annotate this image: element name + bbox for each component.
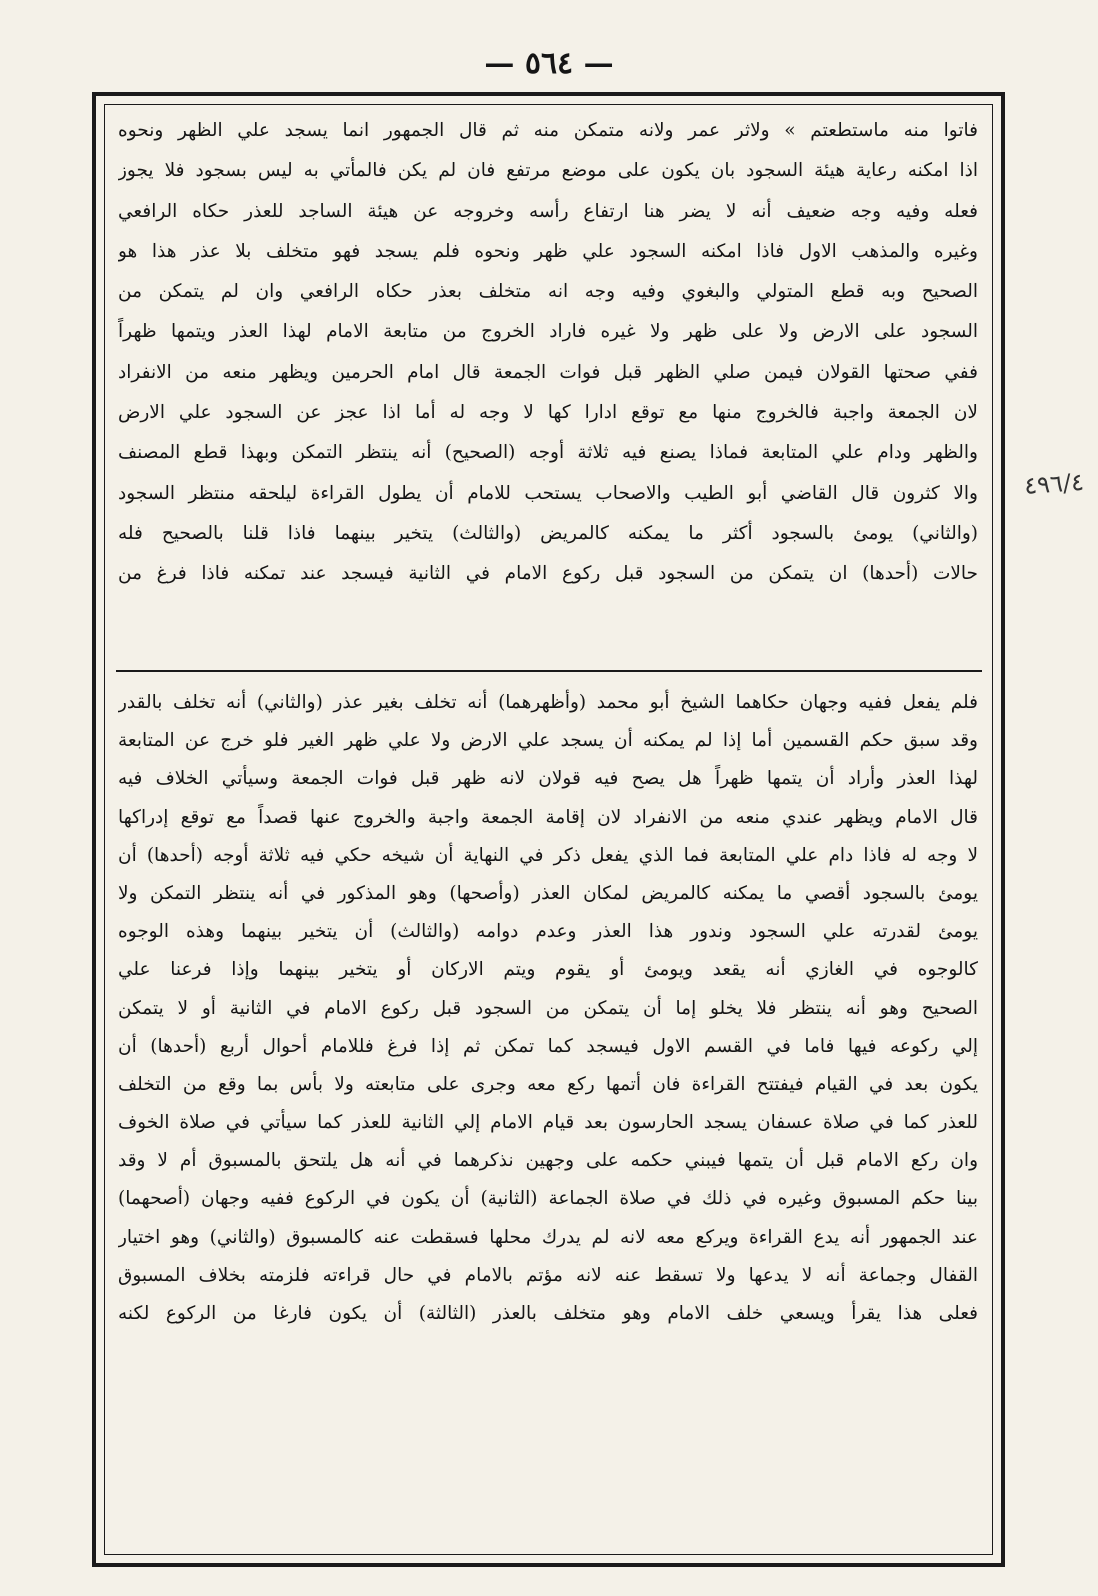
commentary-text-line: لهذا العذر وأراد أن يتمها ظهراً هل يصح فيه قولان لانه ظهر قبل فوات الجمعة وسيأتي الخلاف فيه	[118, 768, 978, 790]
commentary-text-line: لا وجه له فاذا دام علي المتابعة فما الذي يفعل ذكر في النهاية أن شيخه حكي فيه ثلاثة أوجه (أحدها) أن	[118, 844, 978, 866]
commentary-text-line: كالوجوه في الغازي أنه يقعد ويومئ أو يقوم ويتم الاركان أو يتخير بينهما وإذا فرعنا علي	[118, 959, 978, 981]
page-number: — ٥٦٤ —	[484, 46, 614, 81]
commentary-text-line: إلي ركوعه فيها فاما في القسم الاول فيسجد كما تمكن ثم إذا فرغ فللامام أحوال أربع (أحدها) أن	[118, 1035, 978, 1057]
main-text-line: حالات (أحدها) ان يتمكن من السجود قبل ركوع الامام في الثانية فيسجد عند تمكنه فاذا فرغ من	[118, 563, 978, 585]
main-text-line: ففي صحتها القولان فيمن صلي الظهر قبل فوات الجمعة قال امام الحرمين ويظهر منعه من الانفراد	[118, 361, 978, 383]
section-divider	[116, 670, 982, 672]
commentary-text-line: وقد سبق حكم القسمين أما إذا لم يمكنه أن يسجد علي الارض ولا علي ظهر الغير فلو خرج عن المتابعة	[118, 730, 978, 752]
main-text-line: وغيره والمذهب الاول فاذا امكنه السجود علي ظهر ونحوه فلم يسجد فهو متخلف بلا عذر هذا هو	[118, 240, 978, 262]
commentary-text-line: قال الامام ويظهر عندي منعه من الانفراد لان إقامة الجمعة واجبة والخروج عنها قصداً مع توقع إدراكها	[118, 806, 978, 828]
main-text-line: لان الجمعة واجبة فالخروج منها مع توقع ادارا كها لا وجه له أما اذا عجز عن السجود علي الارض	[118, 402, 978, 424]
main-text-line: (والثاني) يومئ بالسجود أكثر ما يمكنه كالمريض (والثالث) يتخير بينهما فاذا قلنا بالصحيح فله	[118, 522, 978, 544]
commentary-text-line: القفال وجماعة أنه لا يدعها ولا تسقط عنه لانه مؤتم بالامام في حال قراءته فلزمته بخلاف المسبوق	[118, 1264, 978, 1286]
main-text-line: والظهر ودام علي المتابعة فماذا يصنع فيه ثلاثة أوجه (الصحيح) أنه ينتظر التمكن وبهذا قطع المصنف	[118, 442, 978, 464]
commentary-text-line: عند الجمهور أنه يدع القراءة ويركع معه لانه لم يدرك محلها فسقطت عنه كالمسبوق (والثاني) وهو اختيار	[118, 1226, 978, 1248]
commentary-text-line: يومئ لقدرته علي السجود وندور هذا العذر وعدم دوامه (والثالث) أن يتخير بينهما وهذه الوجوه	[118, 921, 978, 943]
main-text-block	[118, 111, 978, 595]
margin-note: ٤٩٦/٤	[1023, 467, 1085, 501]
main-text-line: فاتوا منه ماستطعتم » ولاثر عمر ولانه متمكن منه ثم قال الجمهور انما يسجد علي الظهر ونحوه	[118, 120, 978, 141]
commentary-text-line: بينا حكم المسبوق وغيره في ذلك في صلاة الجماعة (الثانية) أن يكون في الركوع ففيه وجهان (أصحهما)	[118, 1188, 978, 1210]
commentary-text-line: الصحيح وهو أنه ينتظر فلا يخلو إما أن يتمكن من السجود قبل ركوع الامام في الثانية أو لا يتمكن	[118, 997, 978, 1019]
commentary-text-line: فعلى هذا يقرأ ويسعي خلف الامام وهو متخلف بالعذر (الثالثة) أن يكون فارغا من الركوع لكنه	[118, 1303, 978, 1324]
main-text-line: اذا امكنه رعاية هيئة السجود بان يكون على موضع مرتفع فان لم يكن فالمأتي به ليس بسجود فلا يجوز	[118, 160, 978, 182]
commentary-text-block	[118, 684, 978, 1333]
commentary-text-line: يكون بعد في القيام فيفتتح القراءة فان أتمها ركع معه وجرى على متابعته ولا بأس بما وقع من التخلف	[118, 1073, 978, 1095]
main-text-line: الصحيح وبه قطع المتولي والبغوي وفيه وجه انه متخلف بعذر حكاه الرافعي وان لم يتمكن من	[118, 281, 978, 303]
commentary-text-line: للعذر كما في صلاة عسفان يسجد الحارسون بعد قيام الامام إلي الثانية للعذر كما سيأتي في صلاة الخوف	[118, 1112, 978, 1134]
commentary-text-line: يومئ بالسجود أقصي ما يمكنه كالمريض لمكان العذر (وأصحها) وهو المذكور في أنه ينتظر التمكن ولا	[118, 882, 978, 904]
commentary-text-line: وان ركع الامام قبل أن يتمها فيبني حكمه على وجهين نذكرهما في أنه هل يلتحق بالمسبوق أم لا وقد	[118, 1150, 978, 1172]
main-text-line: السجود على الارض ولا على ظهر ولا غيره فاراد الخروج من متابعة الامام لهذا العذر ويتمها ظهراً	[118, 321, 978, 343]
commentary-text-line: فلم يفعل ففيه وجهان حكاهما الشيخ أبو محمد (وأظهرهما) أنه تخلف بغير عذر (والثاني) أنه تخلف بالقدر	[118, 692, 978, 713]
main-text-line: فعله وفيه وجه ضعيف أنه لا يضر هنا ارتفاع رأسه وخروجه عن هيئة الساجد للعذر حكاه الرافعي	[118, 200, 978, 222]
main-text-line: والا كثرون قال القاضي أبو الطيب والاصحاب يستحب للامام أن يطول القراءة ليلحقه منتظر السجود	[118, 482, 978, 504]
